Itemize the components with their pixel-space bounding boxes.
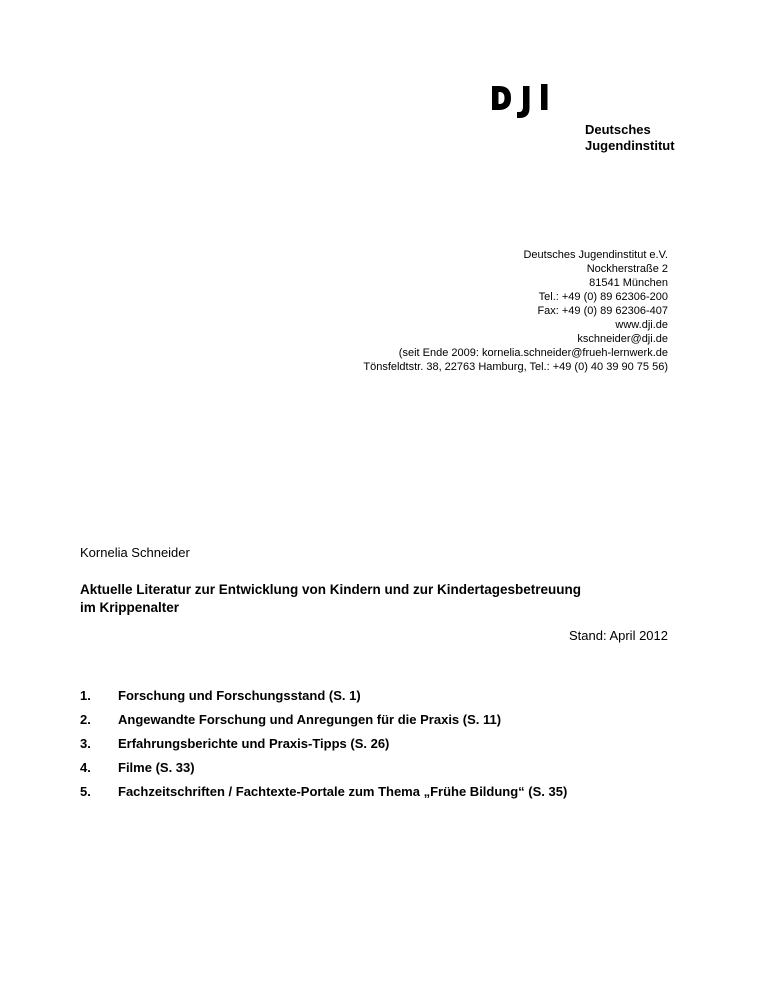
toc-label: Forschung und Forschungsstand (S. 1)	[118, 688, 361, 703]
toc-number: 2.	[80, 712, 91, 727]
toc-item	[80, 760, 720, 784]
address-line-new-email: (seit Ende 2009: kornelia.schneider@frueh-lernwerk.de	[398, 347, 668, 359]
dji-logo-mark-icon	[489, 84, 579, 120]
toc-item	[80, 736, 720, 760]
toc-number: 3.	[80, 736, 91, 751]
address-line-org: Deutsches Jugendinstitut e.V.	[523, 249, 668, 261]
title-line2: im Krippenalter	[80, 600, 180, 615]
toc-number: 4.	[80, 760, 91, 775]
address-block	[363, 248, 668, 374]
address-line-web[interactable]: www.dji.de	[615, 319, 668, 331]
logo-text-line1: Deutsches	[585, 122, 651, 137]
address-line-street: Nockherstraße 2	[586, 263, 668, 275]
toc-label: Erfahrungsberichte und Praxis-Tipps (S. 26)	[118, 736, 390, 751]
address-line-phone: Tel.: +49 (0) 89 62306-200	[538, 291, 668, 303]
toc-item	[80, 712, 720, 736]
address-line-email[interactable]: kschneider@dji.de	[577, 333, 668, 345]
logo-text-line2: Jugendinstitut	[585, 138, 675, 153]
toc-label: Filme (S. 33)	[118, 760, 195, 775]
title-line1: Aktuelle Literatur zur Entwicklung von Kindern und zur Kindertagesbetreuung	[80, 582, 582, 597]
toc-number: 5.	[80, 784, 91, 799]
address-line-new-address: Tönsfeldtstr. 38, 22763 Hamburg, Tel.: +49 (0) 40 39 90 75 56)	[363, 361, 668, 373]
table-of-contents	[80, 688, 720, 808]
toc-number: 1.	[80, 688, 91, 703]
stand-date: Stand: April 2012	[568, 628, 668, 643]
address-line-city: 81541 München	[589, 277, 668, 289]
author-name: Kornelia Schneider	[80, 545, 190, 560]
dji-logo	[489, 84, 689, 154]
address-line-fax: Fax: +49 (0) 89 62306-407	[537, 305, 668, 317]
toc-item	[80, 688, 720, 712]
document-title	[80, 581, 700, 617]
toc-label: Fachzeitschriften / Fachtexte-Portale zum Thema „Frühe Bildung“ (S. 35)	[118, 784, 568, 799]
toc-item	[80, 784, 720, 808]
logo-text	[585, 122, 675, 154]
toc-label: Angewandte Forschung und Anregungen für die Praxis (S. 11)	[118, 712, 502, 727]
